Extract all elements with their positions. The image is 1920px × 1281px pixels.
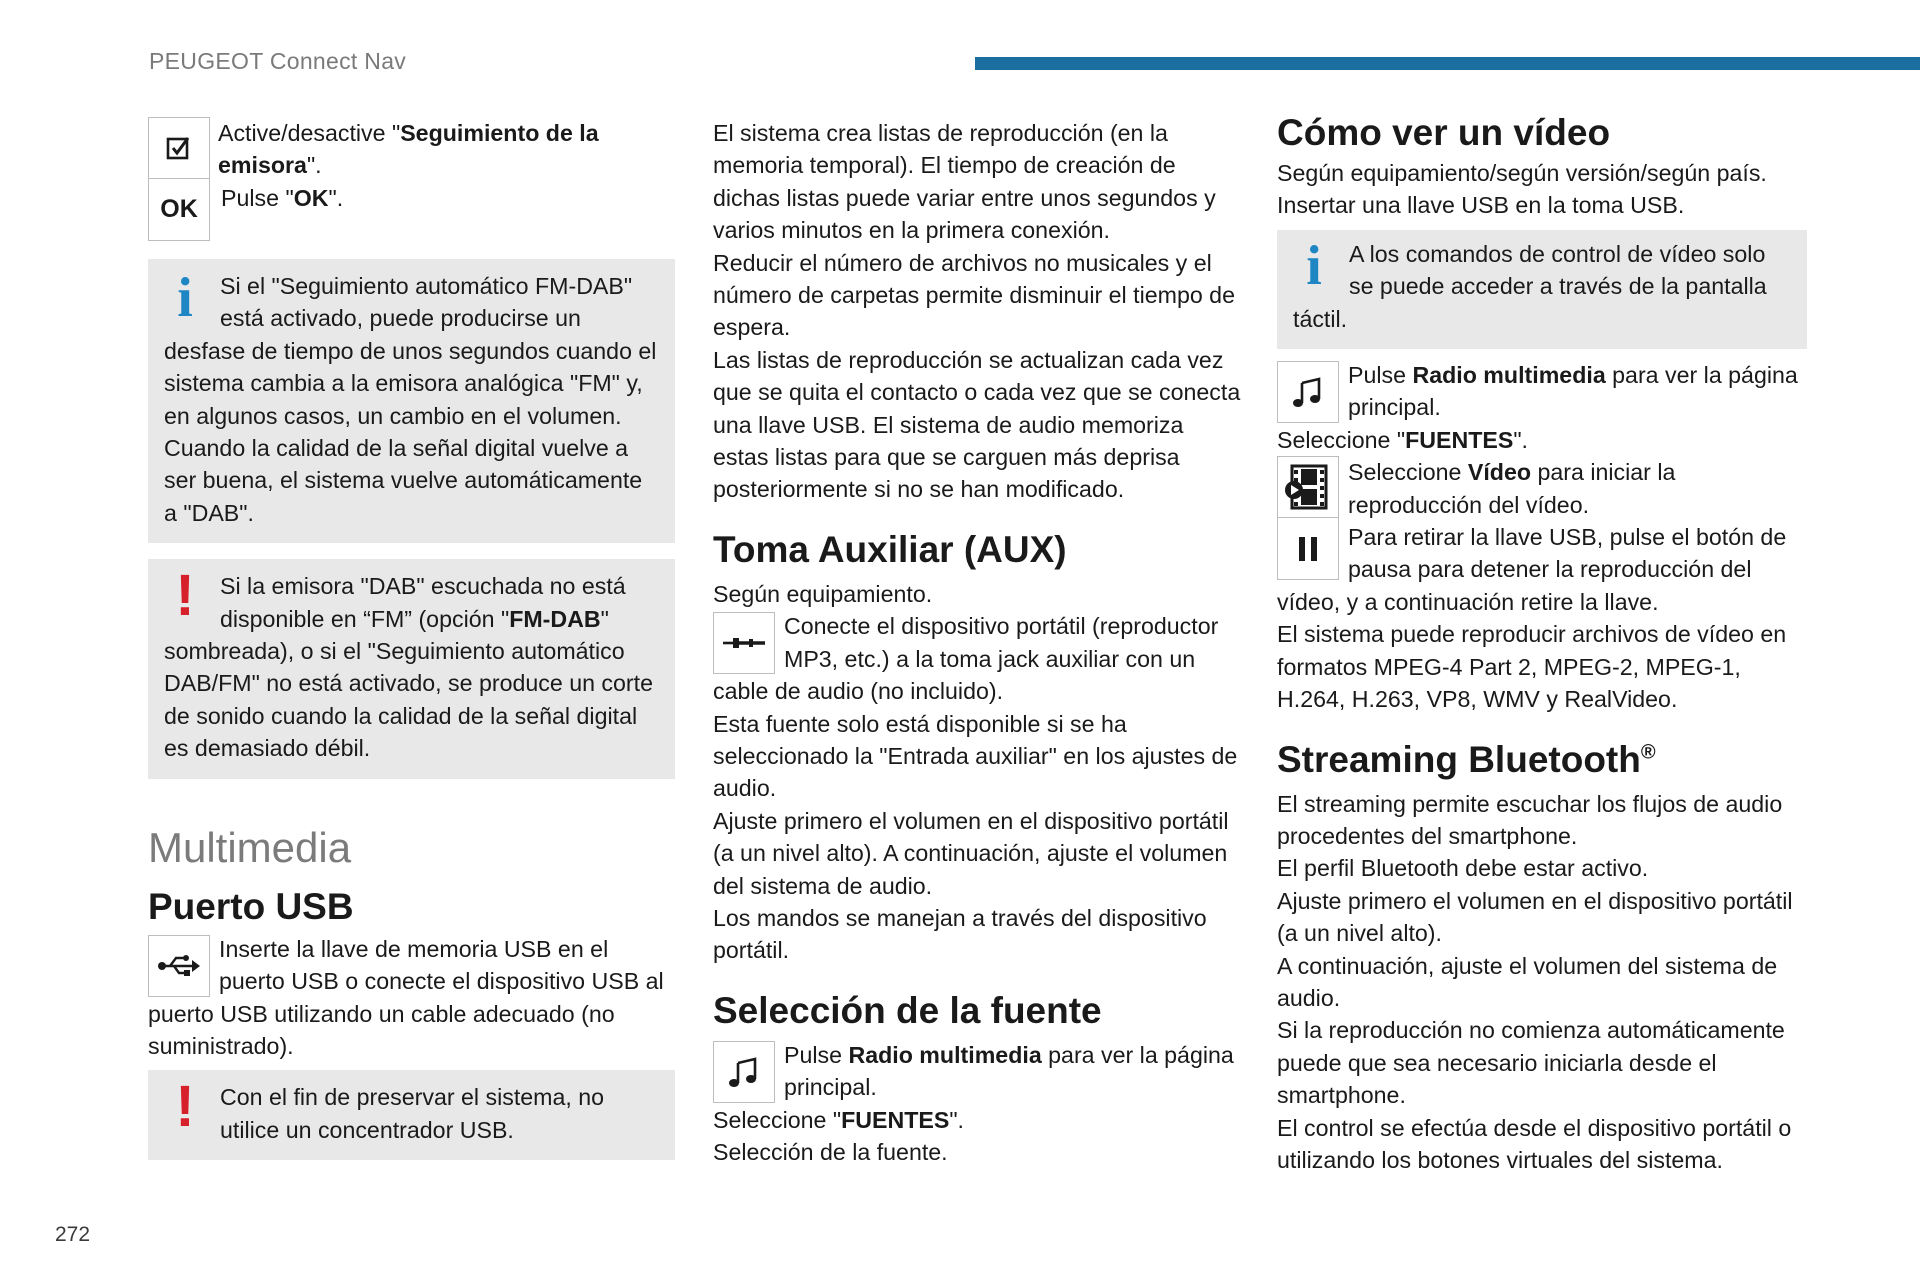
source-heading: Selección de la fuente [713, 989, 1102, 1031]
aux-connect-text: Conecte el dispositivo portátil (reproductor MP3, etc.) a la toma jack auxiliar con un cable de audio (no incluido). [713, 613, 1219, 705]
video-heading: Cómo ver un vídeo [1277, 112, 1611, 153]
aux-paragraph-3: Los mandos se manejan a través del dispositivo portátil. [713, 904, 1207, 964]
info-note-text-1: Si el "Seguimiento automático FM-DAB" está activado, puede producirse un desfase de tiempo de unos segundos cuando el sistema cambia a la emisora analógica "FM" y, en algunos casos, un cambio en el volumen. [164, 273, 657, 429]
ok-text: Pulse "OK". [221, 184, 344, 211]
playlist-paragraph-3: Las listas de reproducción se actualizan cada vez que se quita el contacto o cada vez que se conecta una llave USB. El sistema de audio memoriza estas listas para que se carguen más deprisa posteriormente si no se han modificado. [713, 346, 1241, 503]
info-icon: i [1306, 234, 1322, 297]
bluetooth-heading: Streaming Bluetooth® [1277, 738, 1656, 780]
source-instruction [713, 1039, 1243, 1136]
warning-icon: ! [175, 563, 195, 629]
video-formats-text: El sistema puede reproducir archivos de vídeo en formatos MPEG-4 Part 2, MPEG-2, MPEG-1, H.264, H.263, VP8, WMV y RealVideo. [1277, 621, 1787, 713]
pause-icon [1277, 518, 1339, 580]
aux-equipment: Según equipamiento. [713, 580, 933, 607]
column-2 [713, 117, 1243, 1168]
music-note-icon [1277, 361, 1339, 423]
info-icon: i [177, 267, 193, 329]
music-note-icon [713, 1041, 775, 1103]
page-number: 272 [55, 1223, 91, 1246]
column-3 [1277, 112, 1807, 1176]
warning-note-text: Si la emisora "DAB" escuchada no está disponible en “FM” (opción "FM-DAB" sombreada), o si el "Seguimiento automático DAB/FM" no está activado, se produce un corte de sonido cuando la calidad de la señal digital es demasiado débil. [164, 573, 653, 762]
bt-paragraph-3: Ajuste primero el volumen en el dispositivo portátil (a un nivel alto). [1277, 887, 1793, 947]
info-note-video [1277, 230, 1807, 349]
usb-text: Inserte la llave de memoria USB en el puerto USB o conecte el dispositivo USB al puerto USB utilizando un cable adecuado (no suministrado). [148, 935, 664, 1059]
bt-paragraph-4: A continuación, ajuste el volumen del sistema de audio. [1277, 952, 1778, 1011]
tracking-instruction [148, 117, 675, 241]
warning-note-dab [148, 559, 675, 778]
checkbox-icon [148, 117, 210, 179]
aux-paragraph-1: Esta fuente solo está disponible si se ha seleccionado la "Entrada auxiliar" en los ajustes de audio. [713, 710, 1238, 802]
usb-heading: Puerto USB [148, 885, 354, 927]
aux-paragraph-2: Ajuste primero el volumen en el dispositivo portátil (a un nivel alto). A continuación, ajuste el volumen del sistema de audio. [713, 807, 1229, 899]
video-info-text: A los comandos de control de vídeo solo se puede acceder a través de la pantalla táctil. [1293, 240, 1767, 332]
bt-paragraph-5: Si la reproducción no comienza automáticamente puede que sea necesario iniciarla desde el smartphone. [1277, 1017, 1785, 1109]
usb-icon [148, 935, 210, 997]
bt-paragraph-6: El control se efectúa desde el dispositivo portátil o utilizando los botones virtuales del sistema. [1277, 1114, 1792, 1173]
usb-instruction [148, 933, 675, 1063]
video-insert: Insertar una llave USB en la toma USB. [1277, 192, 1685, 219]
video-pause-text: Para retirar la llave USB, pulse el botón de pausa para detener la reproducción del vídeo, y a continuación retire la llave. [1277, 524, 1787, 615]
usb-warning-text: Con el fin de preservar el sistema, no utilice un concentrador USB. [220, 1084, 605, 1143]
bt-paragraph-2: El perfil Bluetooth debe estar activo. [1277, 855, 1649, 882]
source-final-text: Selección de la fuente. [713, 1138, 948, 1165]
warning-note-usb-hub [148, 1070, 675, 1160]
jack-icon [713, 612, 775, 674]
section-title: Multimedia [148, 823, 352, 871]
video-equipment: Según equipamiento/según versión/según país. [1277, 160, 1767, 186]
column-1 [148, 117, 675, 1160]
video-instructions [1277, 359, 1807, 618]
warning-icon: ! [175, 1074, 195, 1140]
video-press-text: Pulse Radio multimedia para ver la página principal. [1348, 362, 1798, 421]
aux-instruction [713, 610, 1243, 707]
info-note-fm-dab [148, 259, 675, 543]
video-choose-text: Seleccione Vídeo para iniciar la reproducción del vídeo. [1348, 459, 1676, 518]
bt-paragraph-1: El streaming permite escuchar los flujos de audio procedentes del smartphone. [1277, 790, 1783, 849]
header-title: PEUGEOT Connect Nav [149, 48, 407, 74]
header-accent-bar [975, 57, 1920, 70]
source-press-text: Pulse Radio multimedia para ver la página principal. [784, 1041, 1234, 1101]
tracking-text: Active/desactive "Seguimiento de la emisora". [218, 120, 599, 179]
video-select-text: Seleccione "FUENTES". [1277, 426, 1529, 453]
info-note-text-2: Cuando la calidad de la señal digital vuelve a ser buena, el sistema vuelve automáticamente a "DAB". [164, 435, 643, 526]
video-film-icon [1277, 456, 1339, 518]
playlist-paragraph-1: El sistema crea listas de reproducción (en la memoria temporal). El tiempo de creación de dichas listas puede variar entre unos segundos y varios minutos en la primera conexión. [713, 120, 1216, 244]
ok-icon: OK [148, 179, 210, 241]
playlist-paragraph-2: Reducir el número de archivos no musicales y el número de carpetas permite disminuir el tiempo de espera. [713, 249, 1235, 341]
aux-heading: Toma Auxiliar (AUX) [713, 528, 1067, 570]
source-select-text: Seleccione "FUENTES". [713, 1106, 965, 1133]
